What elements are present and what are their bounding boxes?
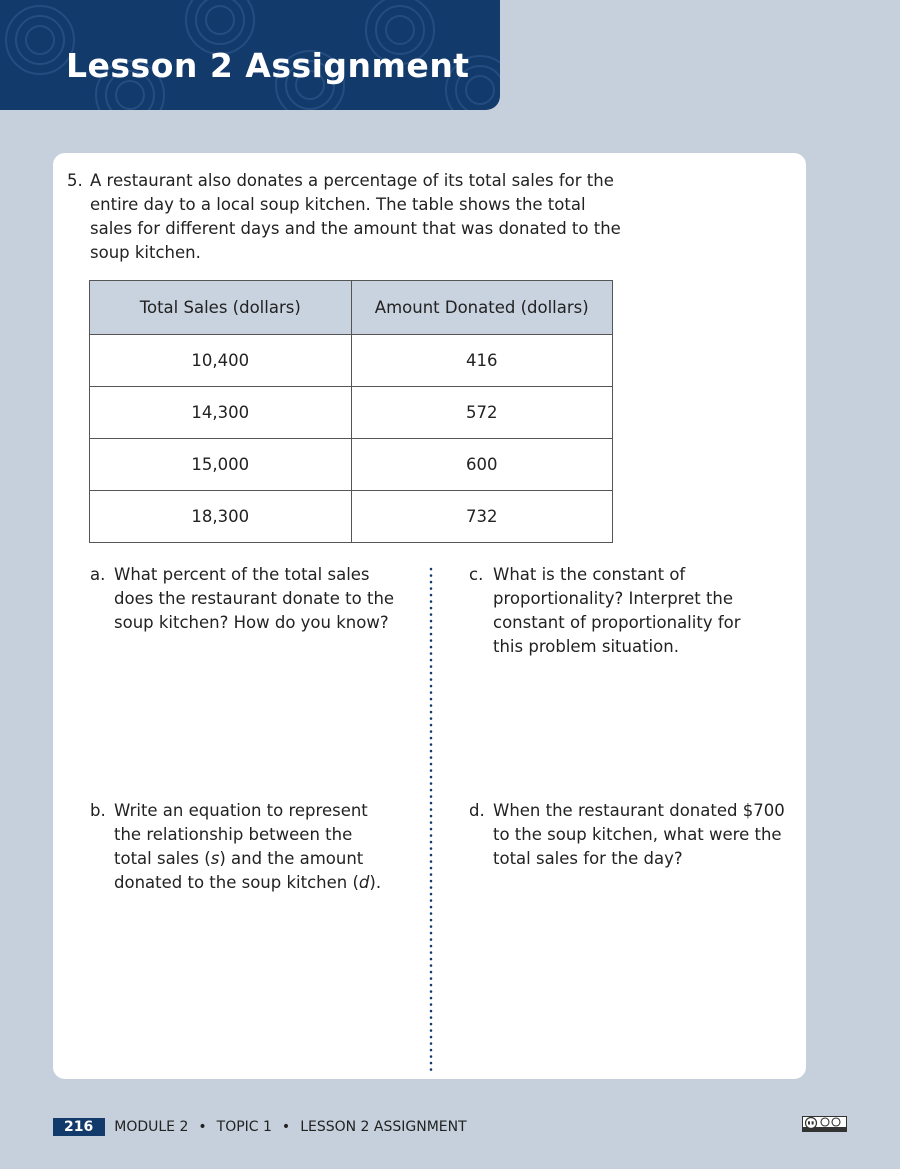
part-a-label: a.	[90, 565, 106, 584]
total-sales-cell: 18,300	[90, 491, 352, 543]
part-b-label: b.	[90, 801, 106, 820]
footer-bullet: •	[198, 1119, 207, 1135]
footer-lesson: LESSON 2 ASSIGNMENT	[300, 1119, 467, 1135]
table-row	[90, 439, 613, 491]
page-title: Lesson 2 Assignment	[66, 46, 470, 85]
part-a-text: What percent of the total sales does the restaurant donate to the soup kitchen? How do you know?	[114, 565, 395, 632]
footer-module: MODULE 2	[114, 1119, 189, 1135]
footer-bullet: •	[281, 1119, 291, 1135]
table-header-row	[90, 281, 613, 335]
part-d	[469, 799, 799, 871]
variable-d: d	[358, 873, 370, 892]
total-sales-cell: 14,300	[90, 387, 352, 439]
part-b-text-3: ).	[369, 873, 382, 892]
assignment-card	[53, 153, 806, 1079]
part-a	[90, 563, 395, 635]
amount-donated-cell: 600	[351, 439, 613, 491]
problem-number: 5.	[67, 171, 83, 190]
page-number: 216	[53, 1118, 105, 1136]
table-row	[90, 335, 613, 387]
dotted-divider	[429, 567, 433, 1073]
sales-table	[89, 280, 613, 543]
creative-commons-license-icon	[802, 1116, 847, 1132]
total-sales-cell: 10,400	[90, 335, 352, 387]
part-d-text: When the restaurant donated $700 to the soup kitchen, what were the total sales for the day?	[493, 801, 785, 868]
part-b-text-1: Write an equation to represent the relationship between the total sales (	[114, 801, 368, 868]
table-row	[90, 387, 613, 439]
total-sales-cell: 15,000	[90, 439, 352, 491]
amount-donated-cell: 416	[351, 335, 613, 387]
table-row	[90, 491, 613, 543]
amount-donated-cell: 732	[351, 491, 613, 543]
part-b-text	[114, 799, 395, 895]
part-b	[90, 799, 395, 895]
page-footer	[53, 1117, 467, 1137]
problem-5	[67, 169, 627, 265]
part-d-label: d.	[469, 801, 485, 820]
part-b-text-2: ) and the amount donated to the soup kitchen (	[114, 849, 364, 892]
column-header-total-sales: Total Sales (dollars)	[90, 281, 352, 335]
part-c-text: What is the constant of proportionality? Interpret the constant of proportionality for this problem situation.	[493, 565, 741, 656]
column-header-amount-donated: Amount Donated (dollars)	[351, 281, 613, 335]
problem-text: A restaurant also donates a percentage of its total sales for the entire day to a local soup kitchen. The table shows the total sales for different days and the amount that was donated to the soup kitchen.	[90, 171, 621, 262]
lesson-banner	[0, 0, 500, 110]
footer-topic: TOPIC 1	[216, 1119, 272, 1135]
amount-donated-cell: 572	[351, 387, 613, 439]
variable-s: s	[210, 849, 220, 868]
part-c	[469, 563, 769, 659]
part-c-label: c.	[469, 565, 484, 584]
